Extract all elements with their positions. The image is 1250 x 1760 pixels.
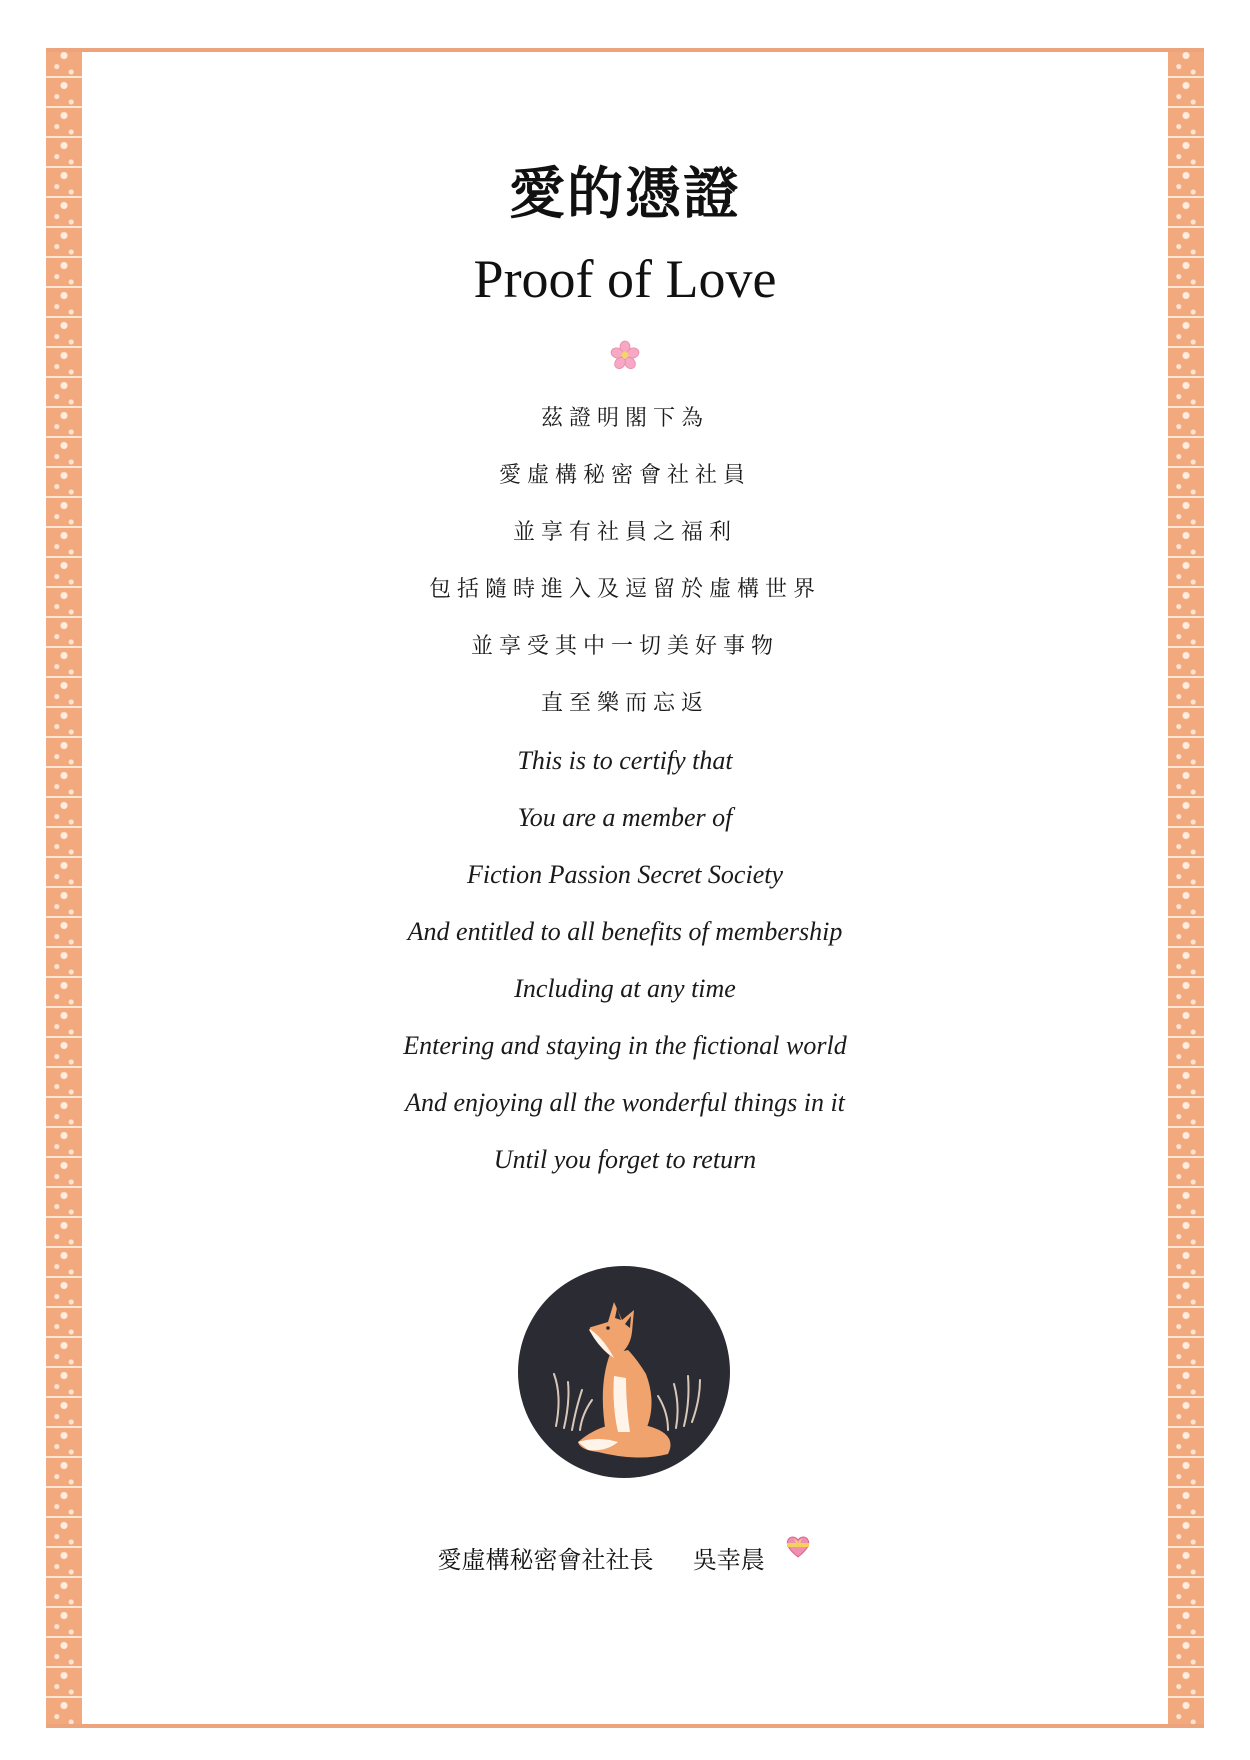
signature-line — [82, 1540, 1168, 1575]
right-ornamental-border — [1168, 48, 1204, 1728]
heart-with-ribbon-icon — [784, 1532, 812, 1560]
signature-title: 愛虛構秘密會社社長 — [437, 1546, 654, 1574]
certify-line-en-1: This is to certify that — [517, 746, 733, 775]
certify-line-zh-4: 包括隨時進入及逗留於虛構世界 — [428, 577, 821, 602]
certify-line-en-4: And entitled to all benefits of membership — [407, 917, 843, 946]
certify-line-zh-5: 並享受其中一切美好事物 — [470, 634, 779, 659]
certify-line-en-6: Entering and staying in the fictional world — [403, 1031, 847, 1060]
top-border-line — [46, 48, 1204, 52]
cherry-blossom-icon — [610, 340, 640, 370]
certify-line-en-8: Until you forget to return — [493, 1145, 757, 1174]
certify-line-en-7: And enjoying all the wonderful things in it — [405, 1088, 845, 1117]
certify-line-zh-3: 並享有社員之福利 — [512, 520, 737, 545]
signature-name: 吳幸晨 — [692, 1546, 765, 1574]
certify-line-en-3: Fiction Passion Secret Society — [467, 860, 783, 889]
title-english: Proof of Love — [473, 249, 777, 309]
left-ornamental-border — [46, 48, 82, 1728]
certify-line-zh-2: 愛虛構秘密會社社員 — [498, 463, 751, 488]
certify-line-en-5: Including at any time — [514, 974, 736, 1003]
certify-line-en-2: You are a member of — [517, 803, 733, 832]
bottom-border-line — [46, 1724, 1204, 1728]
title-chinese: 愛的憑證 — [509, 161, 741, 227]
certify-line-zh-1: 茲證明閣下為 — [540, 406, 709, 431]
fox-emblem-logo — [518, 1266, 730, 1478]
certify-line-zh-6: 直至樂而忘返 — [540, 691, 709, 716]
